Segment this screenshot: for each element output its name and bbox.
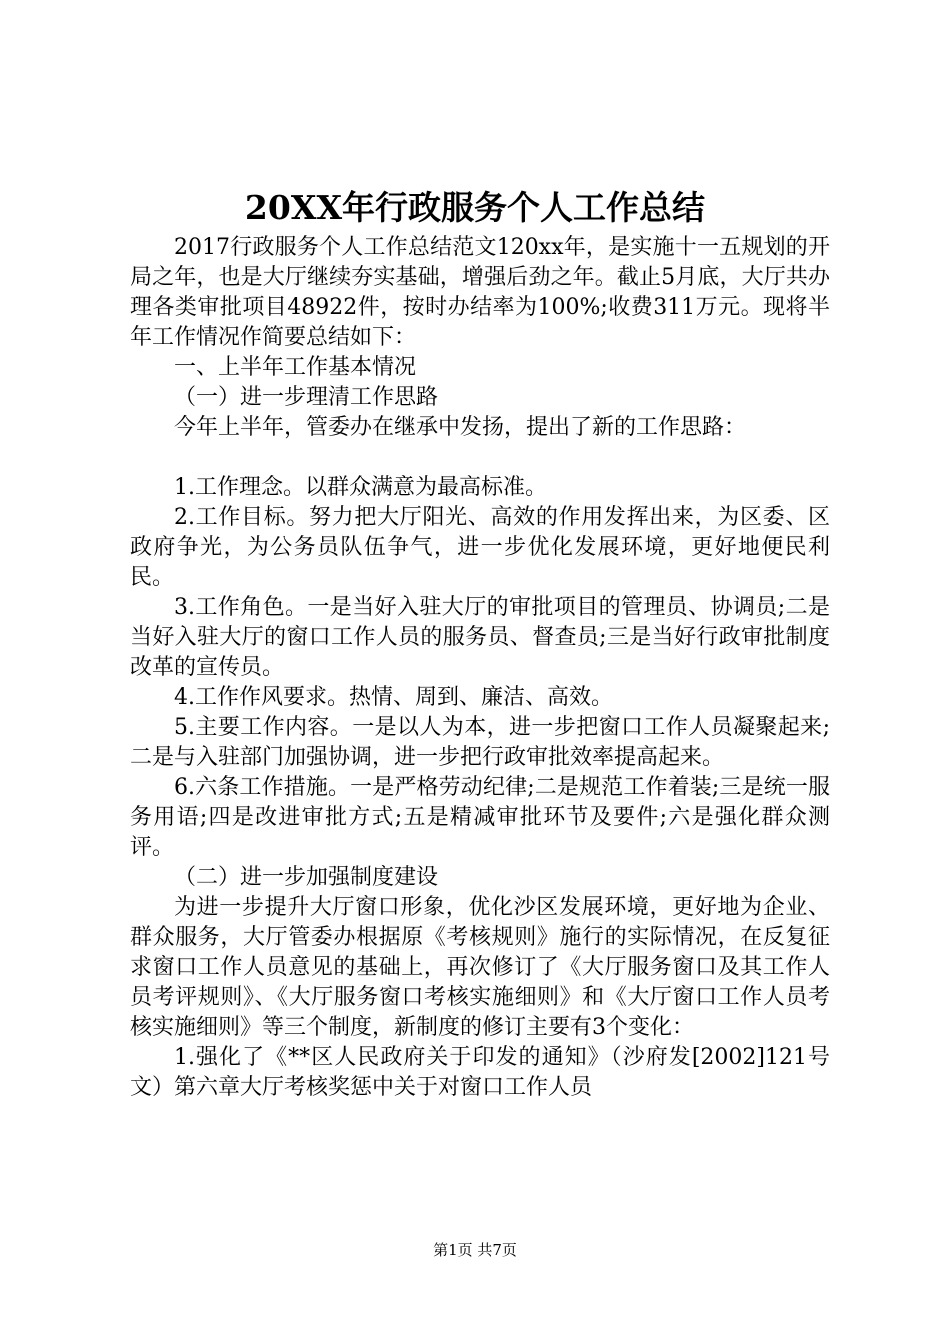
list-item-3: 3.工作角色。一是当好入驻大厅的审批项目的管理员、协调员;二是当好入驻大厅的窗口工作人员的服务员、督查员;三是当好行政审批制度改革的宣传员。	[130, 595, 830, 680]
list-item-6: 6.六条工作措施。一是严格劳动纪律;二是规范工作着装;三是统一服务用语;四是改进审批方式;五是精减审批环节及要件;六是强化群众测评。	[130, 775, 830, 860]
paragraph-work-ideas: 今年上半年，管委办在继承中发扬，提出了新的工作思路：	[174, 415, 747, 440]
document-title: 20XX年行政服务个人工作总结	[244, 188, 706, 227]
list-item-change-1: 1.强化了《**区人民政府关于印发的通知》（沙府发[2002]121号文）第六章大厅考核奖惩中关于对窗口工作人员	[130, 1045, 830, 1100]
intro-paragraph: 2017行政服务个人工作总结范文120xx年，是实施十一五规划的开局之年，也是大厅继续夯实基础，增强后劲之年。截止5月底，大厅共办理各类审批项目48922件，按时办结率为100%;收费311万元。现将半年工作情况作简要总结如下：	[130, 235, 830, 350]
list-item-1: 1.工作理念。以群众满意为最高标准。	[174, 475, 547, 500]
blank-line	[130, 443, 830, 473]
document-body	[130, 233, 830, 1103]
list-item-2: 2.工作目标。努力把大厅阳光、高效的作用发挥出来，为区委、区政府争光，为公务员队伍争气，进一步优化发展环境，更好地便民利民。	[130, 505, 830, 590]
list-item-5: 5.主要工作内容。一是以人为本，进一步把窗口工作人员凝聚起来;二是与入驻部门加强协调，进一步把行政审批效率提高起来。	[130, 715, 830, 770]
page-number-footer: 第1页 共7页	[433, 1241, 517, 1259]
paragraph-system-building: 为进一步提升大厅窗口形象，优化沙区发展环境，更好地为企业、群众服务，大厅管委办根据原《考核规则》施行的实际情况，在反复征求窗口工作人员意见的基础上，再次修订了《大厅服务窗口及其工作人员考评规则》、《大厅服务窗口考核实施细则》和《大厅窗口工作人员考核实施细则》等三个制度，新制度的修订主要有3个变化：	[130, 895, 830, 1040]
section-heading-1: 一、上半年工作基本情况	[174, 355, 417, 380]
list-item-4: 4.工作作风要求。热情、周到、廉洁、高效。	[174, 685, 613, 710]
subsection-heading-1: （一）进一步理清工作思路	[174, 385, 439, 410]
subsection-heading-2: （二）进一步加强制度建设	[174, 865, 439, 890]
